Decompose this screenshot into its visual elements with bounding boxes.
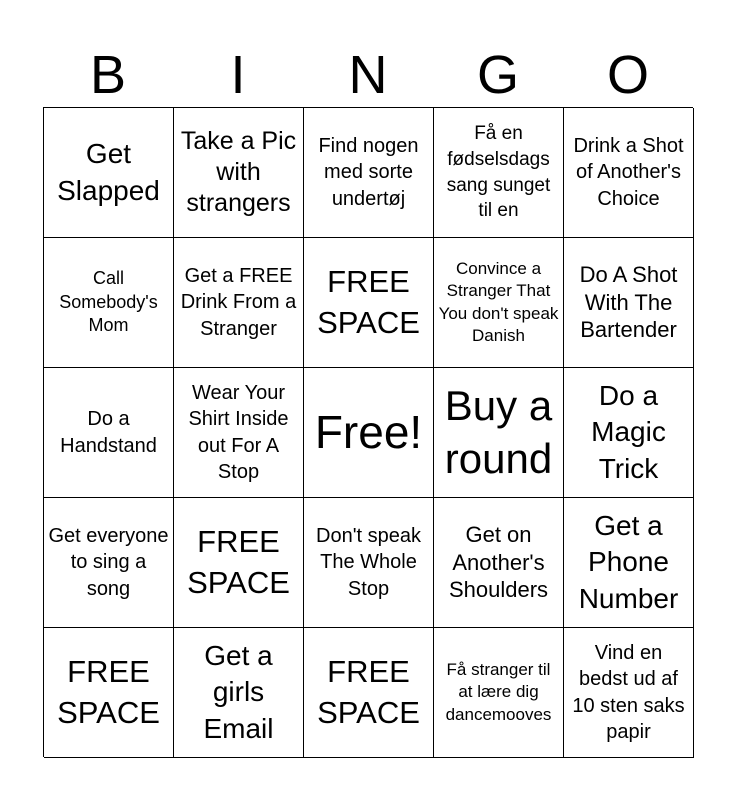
cell-text: Convince a Stranger That You don't speak Danish [438,259,559,345]
bingo-cell[interactable] [174,238,304,368]
cell-text: Call Somebody's Mom [59,268,158,336]
bingo-cell[interactable] [434,108,564,238]
cell-text: FREE SPACE [57,654,160,730]
cell-text: Get a girls Email [203,639,274,744]
header-letter-i: I [230,45,246,105]
bingo-cell[interactable] [434,498,564,628]
bingo-cell[interactable] [174,368,304,498]
header-letter-b: B [89,45,127,105]
bingo-cell[interactable] [44,368,174,498]
bingo-cell[interactable] [434,628,564,758]
cell-text: Get on Another's Shoulders [448,522,549,603]
bingo-cell-free-space[interactable] [174,498,304,628]
bingo-header [43,44,693,106]
bingo-cell[interactable] [564,498,694,628]
header-letter-g: G [476,45,519,105]
cell-text: Get a FREE Drink From a Stranger [180,264,297,340]
bingo-cell-center-free[interactable] [304,368,434,498]
bingo-cell[interactable] [564,108,694,238]
cell-text: Vind en bedst ud af 10 sten saks papir [572,641,685,743]
bingo-cell-free-space[interactable] [44,628,174,758]
cell-text: Take a Pic with strangers [180,126,297,218]
cell-text: Do A Shot With The Bartender [579,262,678,343]
bingo-cell[interactable] [44,498,174,628]
bingo-board [43,107,693,757]
cell-text: Find nogen med sorte undertøj [318,134,419,210]
cell-text: Free! [314,406,423,459]
cell-text: Get Slapped [57,138,160,206]
bingo-cell[interactable] [564,238,694,368]
bingo-cell[interactable] [44,238,174,368]
header-letter-o: O [606,45,649,105]
cell-text: FREE SPACE [187,524,290,600]
cell-text: Få en fødselsdags sang sunget til en [446,123,551,222]
header-letter-n: N [348,45,388,105]
bingo-cell[interactable] [304,498,434,628]
bingo-cell[interactable] [174,628,304,758]
cell-text: Do a Handstand [60,408,157,457]
cell-text: FREE SPACE [317,264,420,340]
cell-text: Wear Your Shirt Inside out For A Stop [188,381,289,483]
bingo-cell[interactable] [564,368,694,498]
cell-text: Drink a Shot of Another's Choice [573,134,684,210]
bingo-cell-free-space[interactable] [304,238,434,368]
cell-text: FREE SPACE [317,654,420,730]
cell-text: Don't speak The Whole Stop [316,524,421,600]
cell-text: Do a Magic Trick [591,379,666,484]
bingo-cell[interactable] [434,238,564,368]
bingo-cell[interactable] [174,108,304,238]
cell-text: Få stranger til at lære dig dancemooves [445,660,552,724]
bingo-cell[interactable] [564,628,694,758]
bingo-cell-free-space[interactable] [304,628,434,758]
cell-text: Buy a round [444,382,553,482]
bingo-cell[interactable] [304,108,434,238]
cell-text: Get everyone to sing a song [48,524,169,600]
bingo-cell[interactable] [44,108,174,238]
bingo-cell[interactable] [434,368,564,498]
cell-text: Get a Phone Number [578,509,679,614]
